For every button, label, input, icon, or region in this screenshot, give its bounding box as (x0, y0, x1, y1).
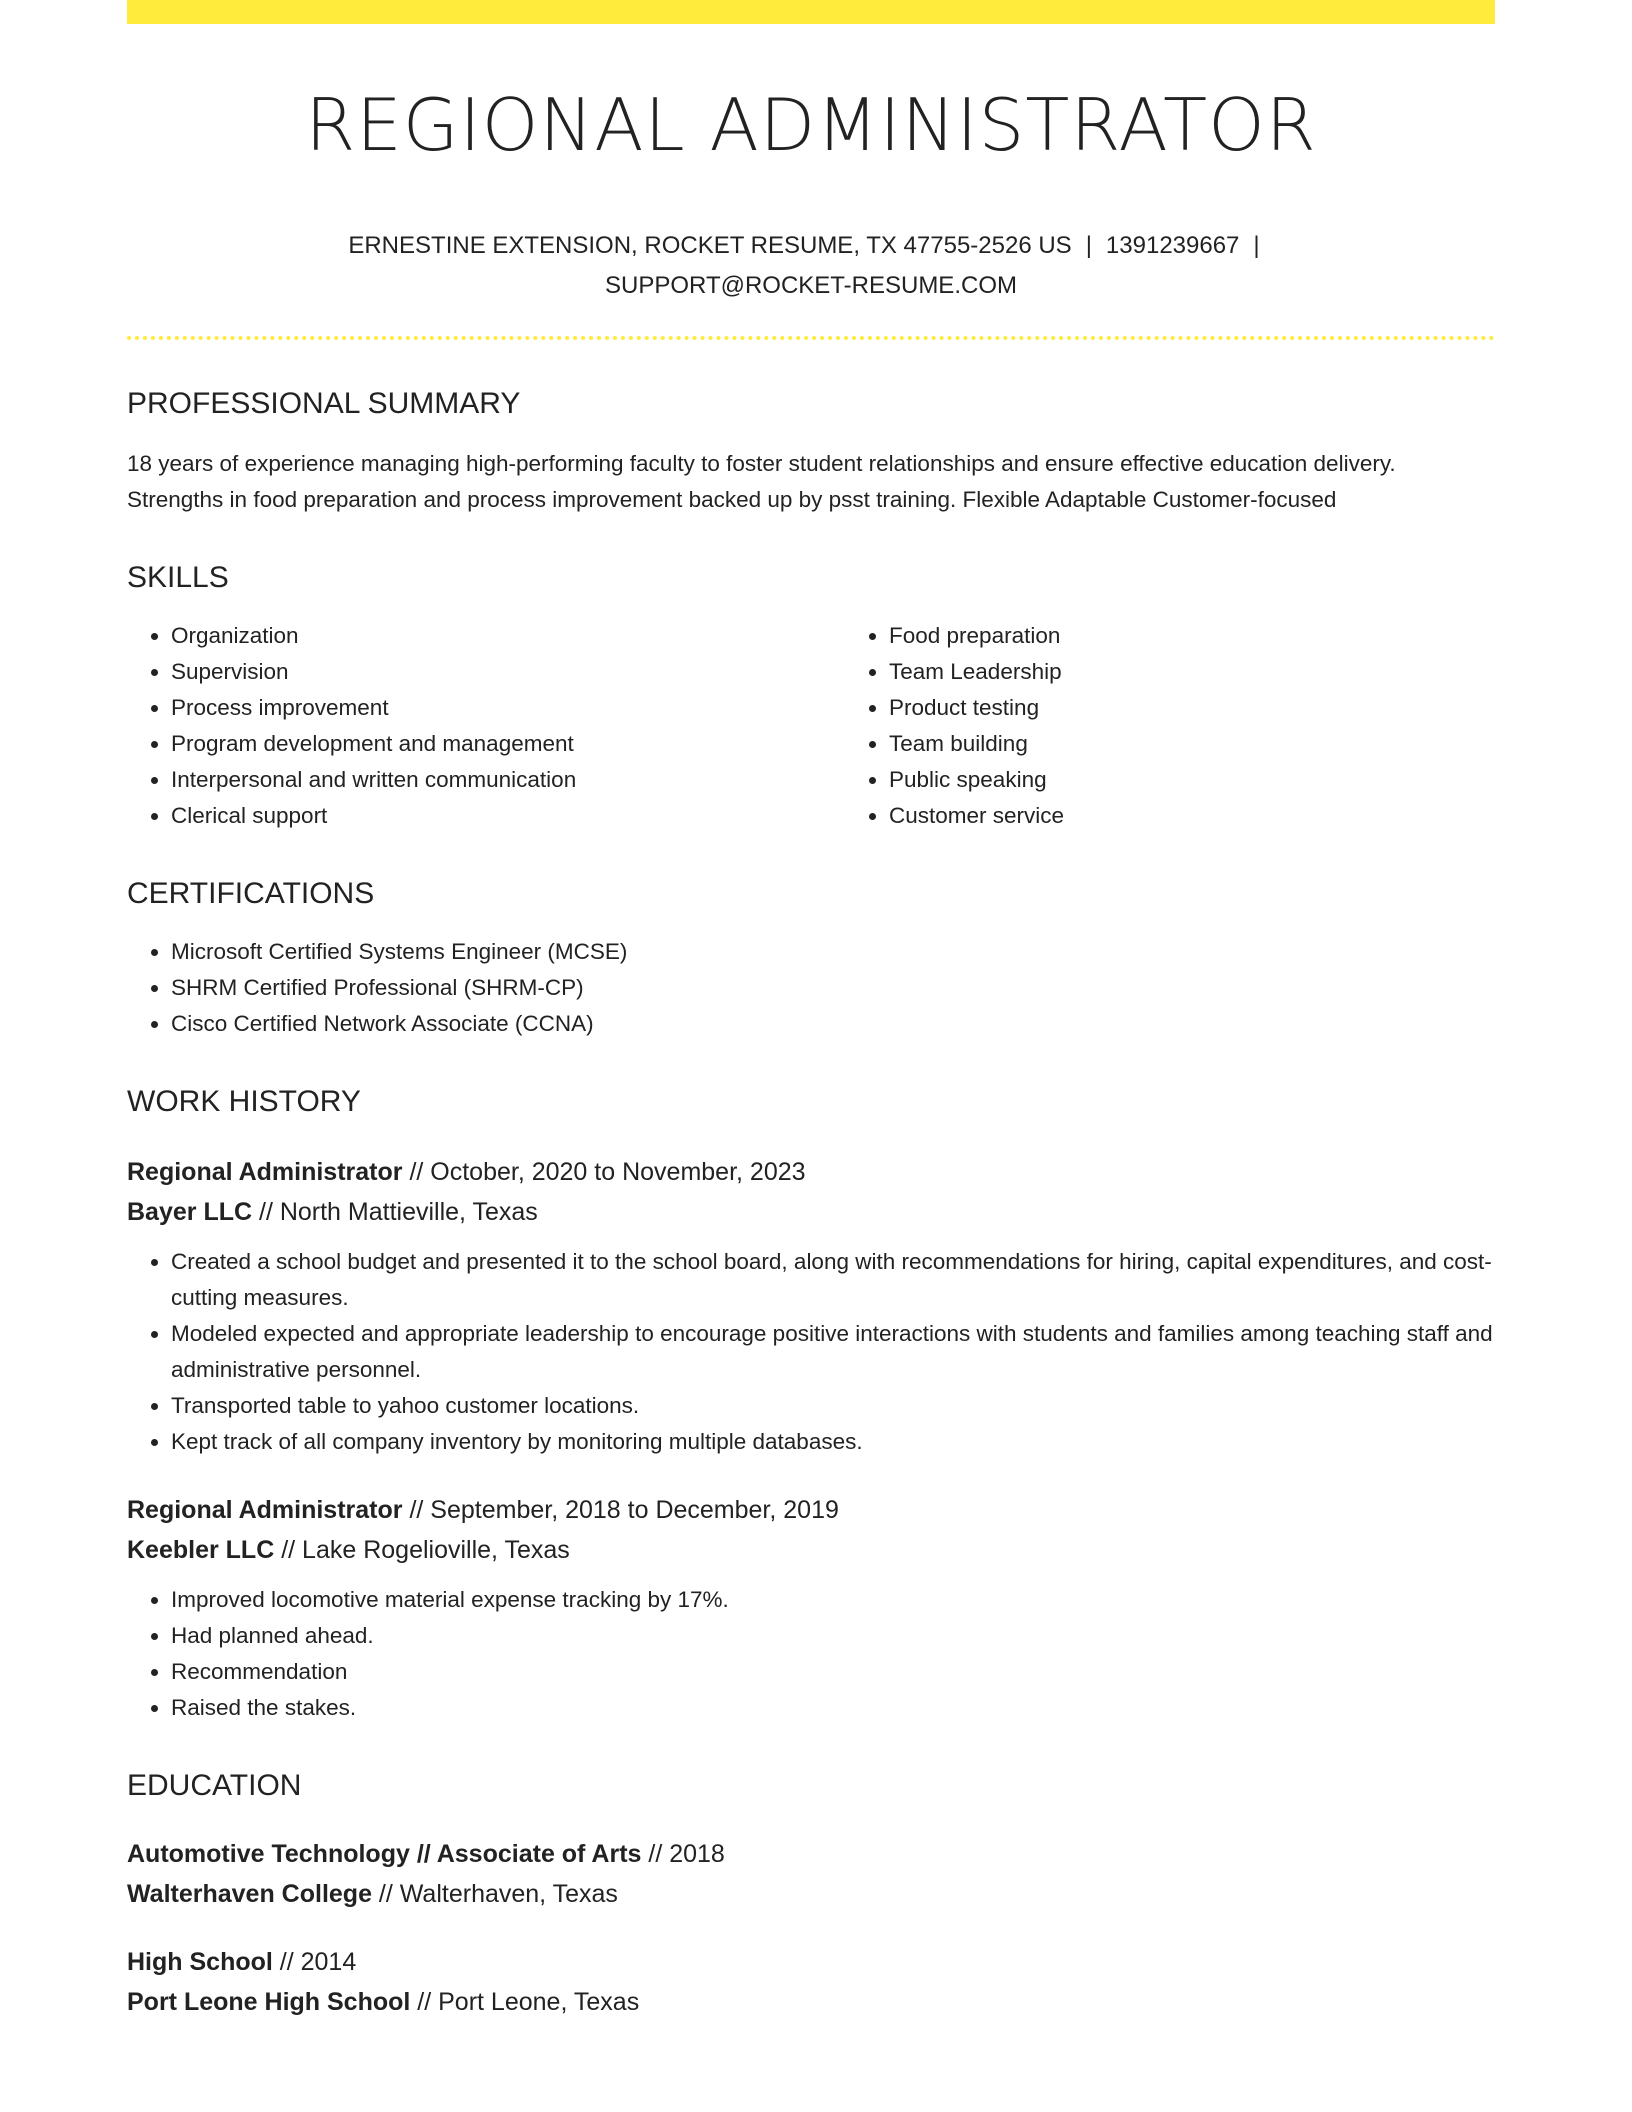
job-company-line (127, 1530, 1495, 1570)
contact-address: ERNESTINE EXTENSION, ROCKET RESUME, TX 47755-2526 US (348, 232, 1072, 260)
job-duty: • Modeled expected and appropriate leadership to encourage positive interactions with students and families among teaching staff and administrative personnel. (171, 1316, 1495, 1388)
job-location: // Lake Rogelioville, Texas (274, 1536, 570, 1565)
education-location: // Walterhaven, Texas (371, 1880, 618, 1909)
skill-item: • Food preparation (889, 618, 1563, 654)
accent-top-bar (127, 0, 1495, 24)
contact-email: SUPPORT@ROCKET-RESUME.COM (605, 272, 1017, 300)
job-company: Bayer LLC (127, 1198, 253, 1227)
job-duty: • Transported table to yahoo customer locations. (171, 1388, 1495, 1424)
skill-item: • Interpersonal and written communication (171, 762, 845, 798)
skills-grid (127, 618, 1495, 834)
job-duty: • Kept track of all company inventory by monitoring multiple databases. (171, 1424, 1495, 1460)
job-company-line (127, 1192, 1495, 1232)
certifications-list (127, 934, 1495, 1042)
summary-heading: PROFESSIONAL SUMMARY (127, 387, 521, 421)
contact-phone: 1391239667 (1105, 232, 1240, 260)
education-year: // 2018 (641, 1840, 725, 1869)
education-year: // 2014 (272, 1948, 357, 1977)
contact-separator: | (1085, 232, 1092, 260)
work-history-heading: WORK HISTORY (127, 1085, 361, 1119)
education-entry (127, 1834, 1495, 1914)
job-title-line (127, 1152, 1495, 1192)
education-degree: Automotive Technology // Associate of Arts (127, 1840, 642, 1869)
skill-item: • Product testing (889, 690, 1563, 726)
job-location: // North Mattieville, Texas (252, 1198, 538, 1227)
resume-name-title: REGIONAL ADMINISTRATOR (305, 83, 1317, 167)
job-duty: • Recommendation (171, 1654, 1495, 1690)
job-dates: // October, 2020 to November, 2023 (402, 1158, 806, 1187)
skill-item: • Clerical support (171, 798, 845, 834)
contact-info (127, 226, 1495, 306)
job-role: Regional Administrator (127, 1158, 403, 1187)
skill-item: • Supervision (171, 654, 845, 690)
contact-line-2 (127, 266, 1495, 306)
skill-item: • Program development and management (171, 726, 845, 762)
skill-item: • Team Leadership (889, 654, 1563, 690)
education-degree-line (127, 1834, 1495, 1874)
job-duty: • Created a school budget and presented it to the school board, along with recommendations for hiring, capital expenditures, and cost-cutting measures. (171, 1244, 1495, 1316)
skill-item: • Customer service (889, 798, 1563, 834)
job-duties-list (127, 1582, 1495, 1726)
skills-heading: SKILLS (127, 561, 229, 595)
job-duty: • Had planned ahead. (171, 1618, 1495, 1654)
job-entry (127, 1490, 1495, 1726)
job-duty: • Raised the stakes. (171, 1690, 1495, 1726)
contact-separator: | (1253, 232, 1260, 260)
education-school: Walterhaven College (127, 1880, 372, 1909)
certifications-heading: CERTIFICATIONS (127, 877, 375, 911)
skills-list-left (127, 618, 845, 834)
education-degree: High School (127, 1948, 273, 1977)
contact-line-1 (127, 226, 1495, 266)
job-duties-list (127, 1244, 1495, 1460)
job-duty: • Improved locomotive material expense tracking by 17%. (171, 1582, 1495, 1618)
skill-item: • Organization (171, 618, 845, 654)
job-role: Regional Administrator (127, 1496, 403, 1525)
certification-item: • Cisco Certified Network Associate (CCNA) (171, 1006, 1495, 1042)
summary-text: 18 years of experience managing high-performing faculty to foster student relationships and ensure effective education delivery. Strengths in food preparation and process improvement backed up by psst training. Flexible Adaptable Customer-focused (127, 451, 1396, 513)
dotted-divider (127, 336, 1495, 340)
education-school-line (127, 1874, 1495, 1914)
skill-item: • Team building (889, 726, 1563, 762)
skill-item: • Process improvement (171, 690, 845, 726)
skills-list-right (845, 618, 1563, 834)
skill-item: • Public speaking (889, 762, 1563, 798)
resume-page (127, 0, 1495, 2022)
education-school: Port Leone High School (127, 1988, 411, 2017)
certification-item: • Microsoft Certified Systems Engineer (MCSE) (171, 934, 1495, 970)
education-location: // Port Leone, Texas (410, 1988, 640, 2017)
education-entry (127, 1942, 1495, 2022)
education-school-line (127, 1982, 1495, 2022)
job-title-line (127, 1490, 1495, 1530)
education-degree-line (127, 1942, 1495, 1982)
job-entry (127, 1152, 1495, 1460)
education-heading: EDUCATION (127, 1769, 302, 1803)
job-company: Keebler LLC (127, 1536, 275, 1565)
certification-item: • SHRM Certified Professional (SHRM-CP) (171, 970, 1495, 1006)
job-dates: // September, 2018 to December, 2019 (402, 1496, 839, 1525)
